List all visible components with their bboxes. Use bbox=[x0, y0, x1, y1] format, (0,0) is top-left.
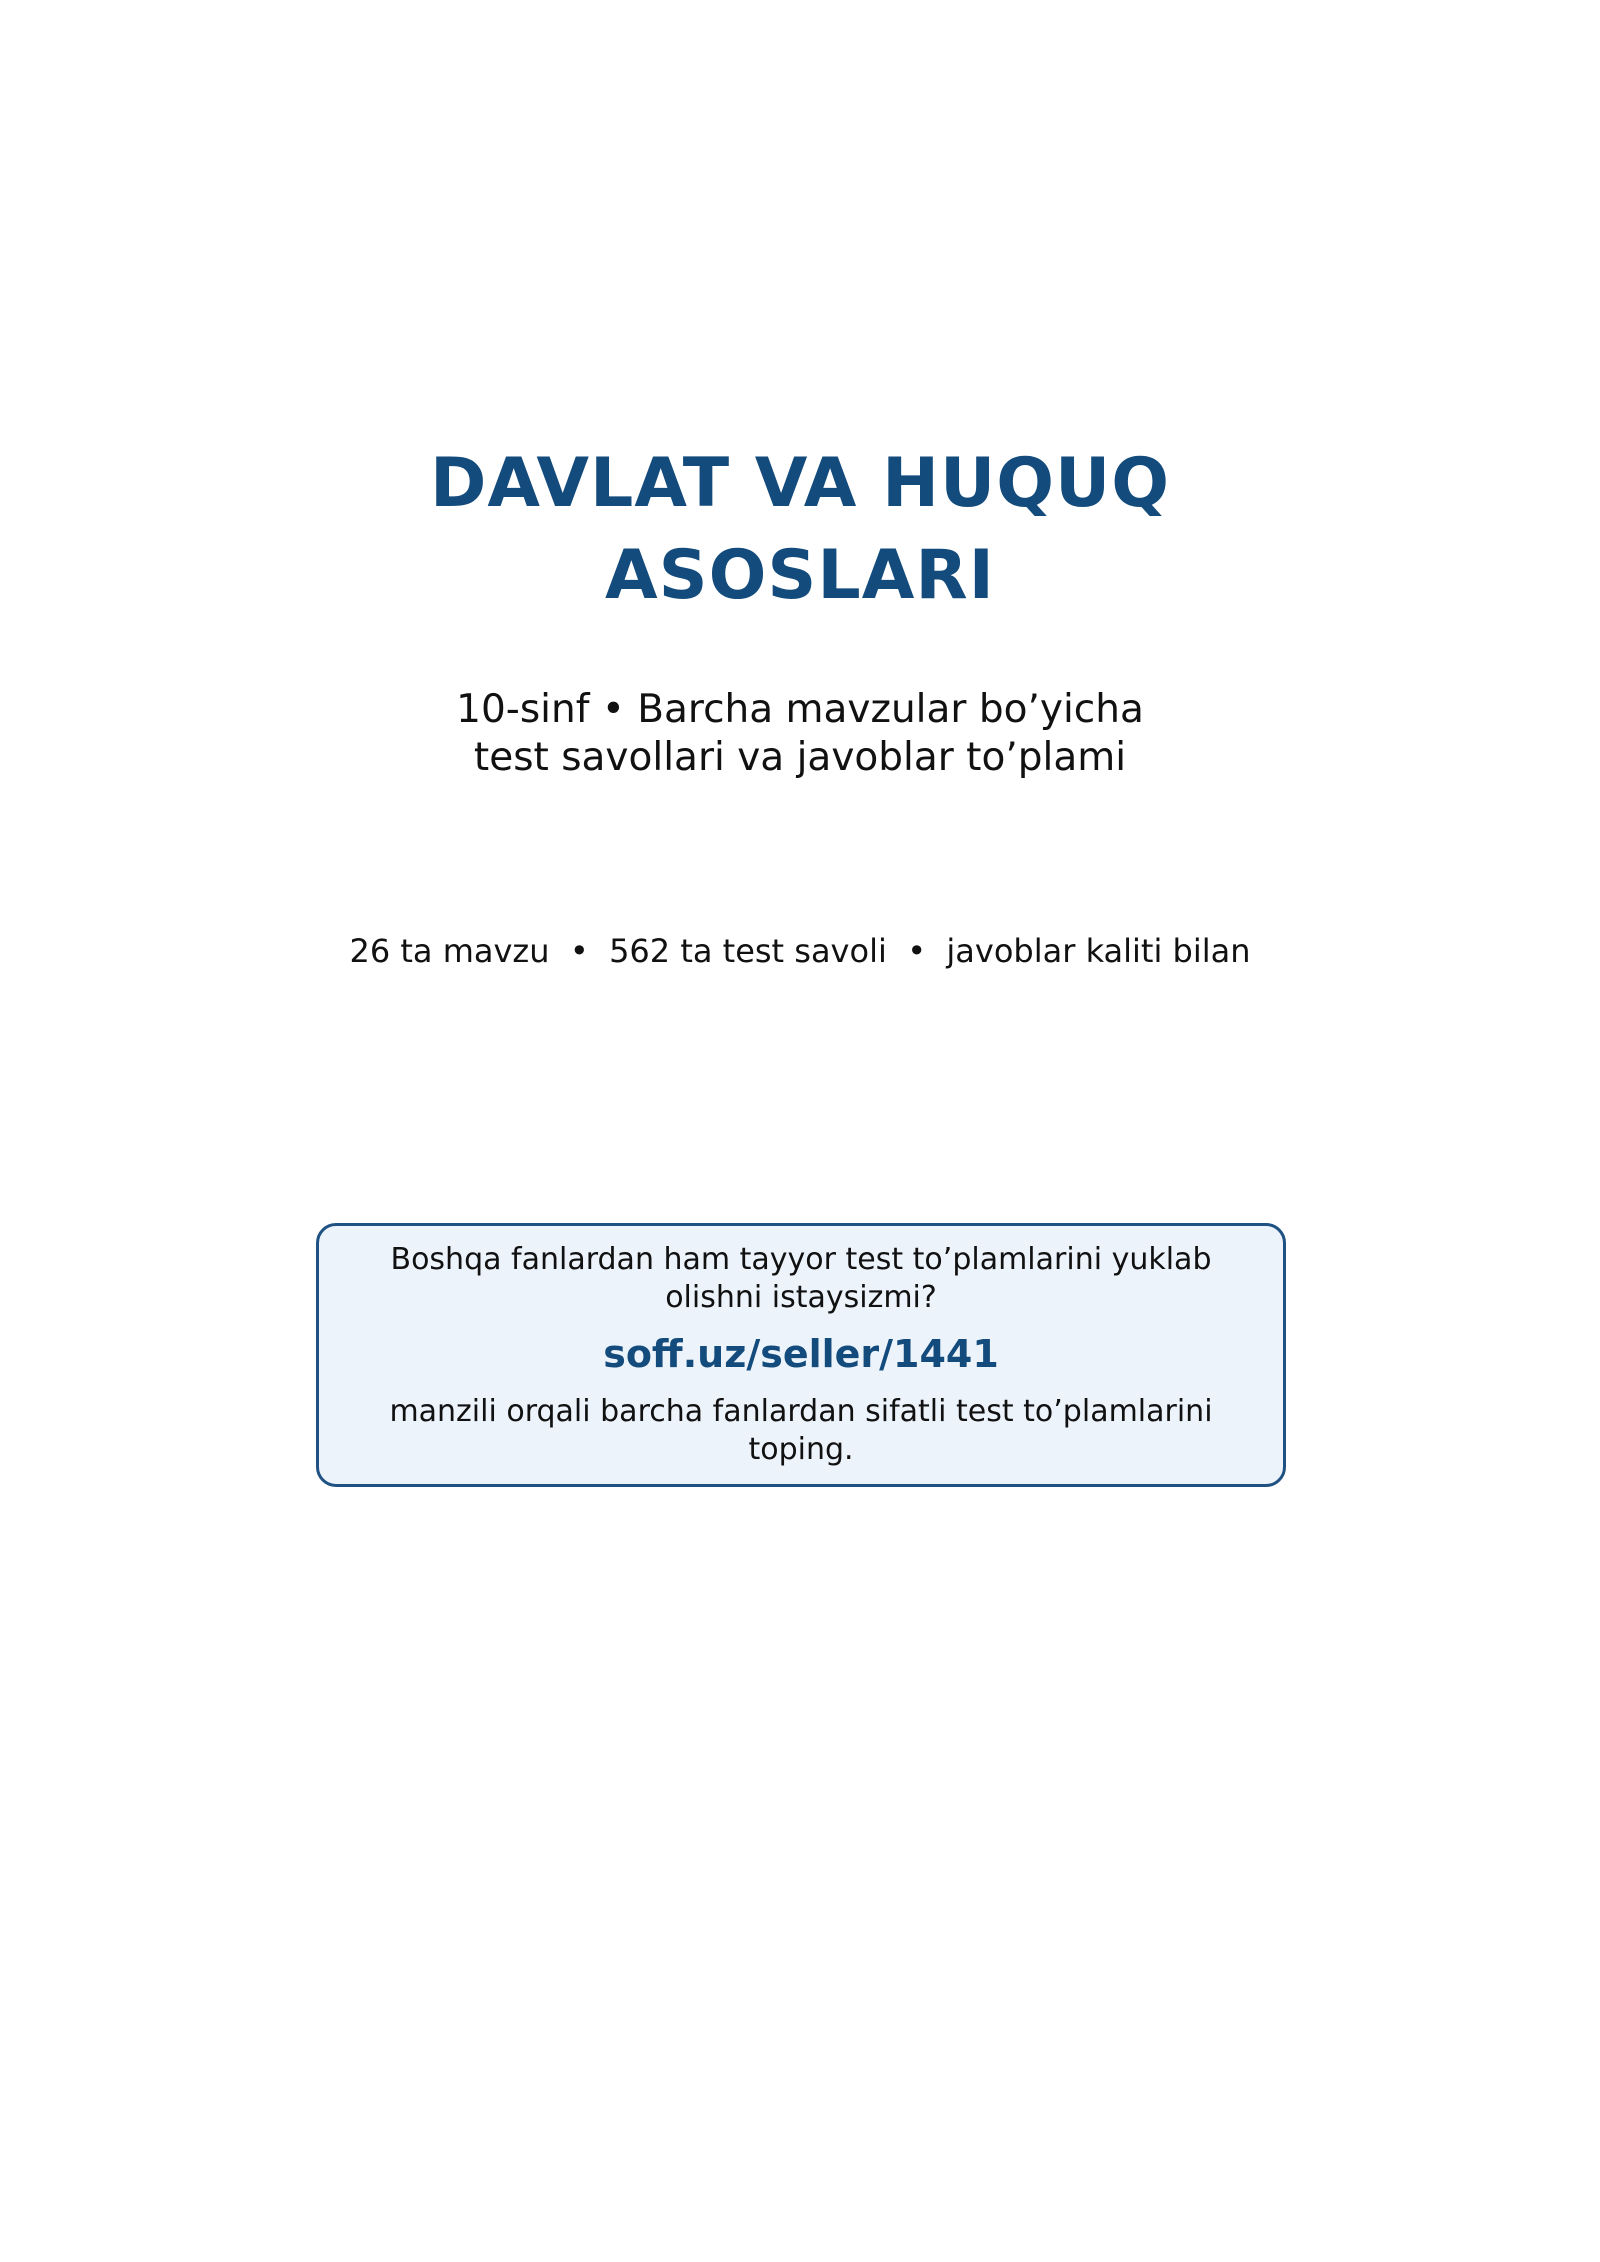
promo-link[interactable]: soff.uz/seller/1441 bbox=[603, 1332, 999, 1376]
promo-question-line-2: olishni istaysizmi? bbox=[665, 1280, 937, 1315]
document-title-line-1: DAVLAT VA HUQUQ bbox=[429, 444, 1171, 523]
promo-note-line-2: toping. bbox=[748, 1432, 854, 1467]
document-subtitle-line-1: 10-sinf • Barcha mavzular bo’yicha bbox=[456, 687, 1144, 732]
promo-note-line-1: manzili orqali barcha fanlardan sifatli test to’plamlarini bbox=[389, 1394, 1213, 1429]
document-title-line-2: ASOSLARI bbox=[604, 536, 995, 615]
promo-box bbox=[316, 1223, 1286, 1487]
promo-question-line-1: Boshqa fanlardan ham tayyor test to’plamlarini yuklab bbox=[390, 1242, 1212, 1277]
document-stats: 26 ta mavzu • 562 ta test savoli • javoblar kaliti bilan bbox=[349, 932, 1251, 970]
document-subtitle-line-2: test savollari va javoblar to’plami bbox=[473, 735, 1127, 780]
